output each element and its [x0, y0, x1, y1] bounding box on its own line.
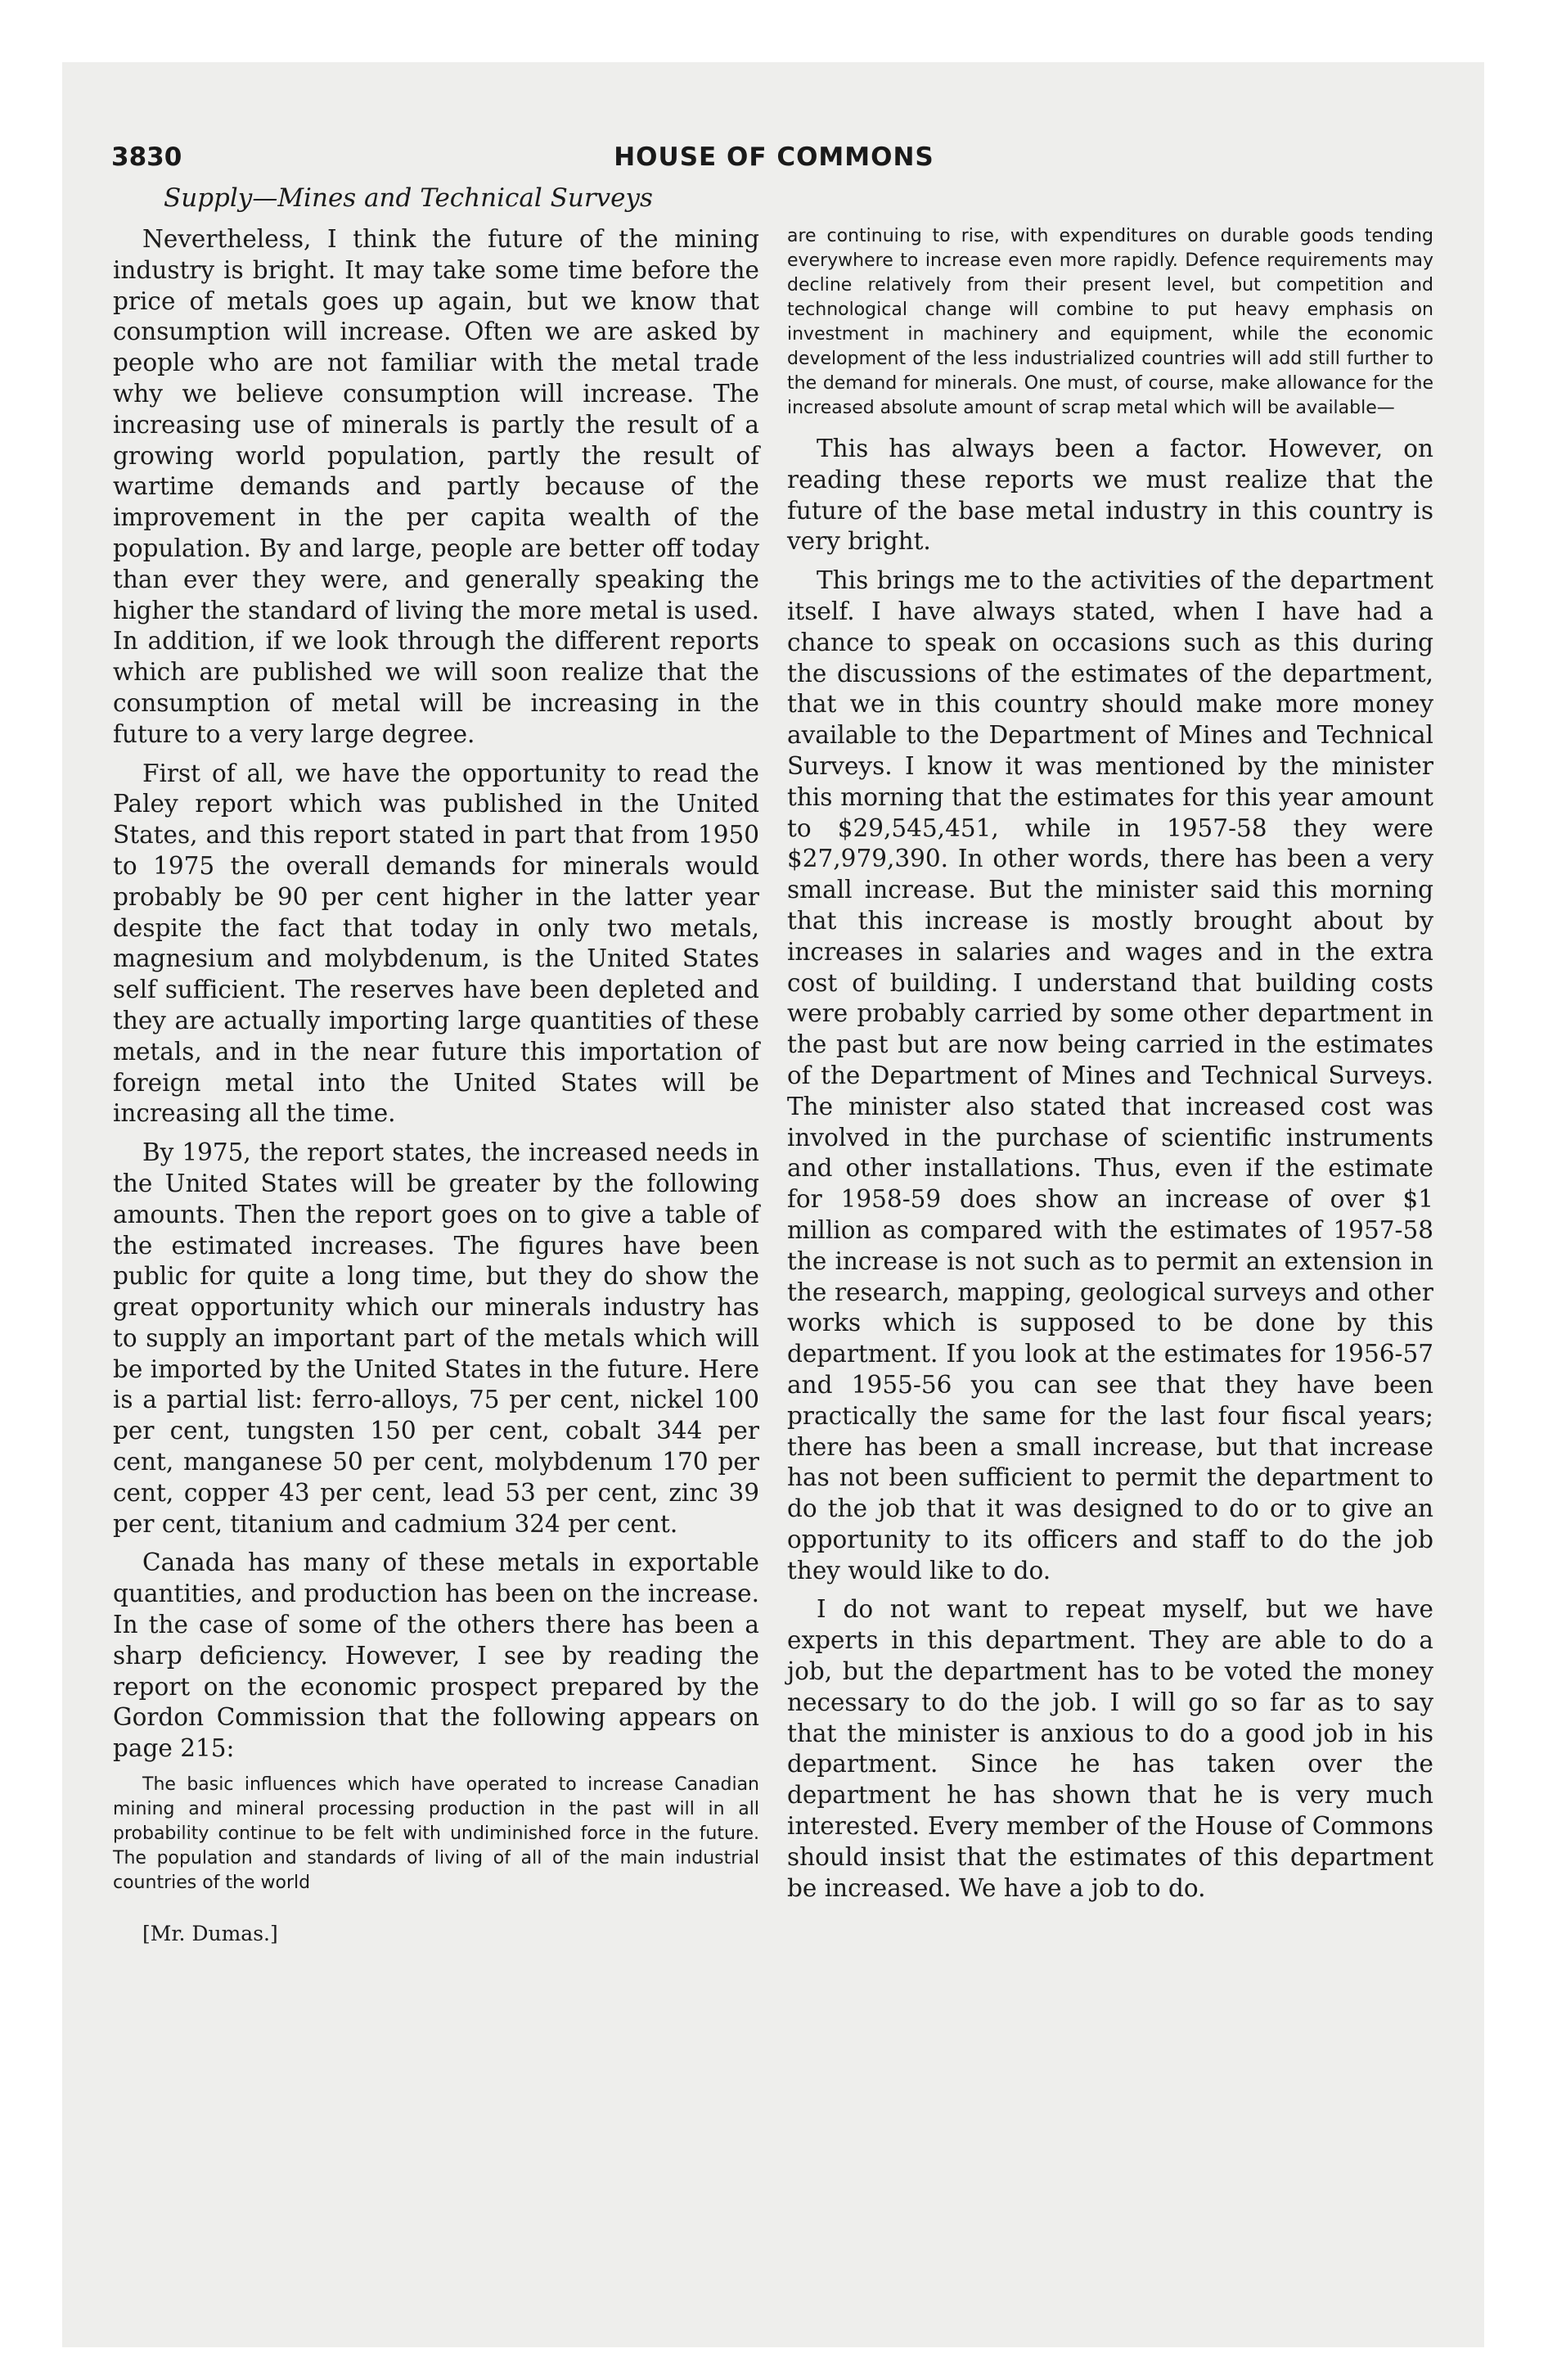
block-quote: The basic influences which have operated to increase Canadian mining and mineral processing production in the past will in all probability continue to be felt with undiminished force in the future. The population and standards of living of all of the main industrial countries of the world	[113, 1774, 759, 1894]
paragraph: Nevertheless, I think the future of the mining industry is bright. It may take some time before the price of metals goes up again, but we know that consumption will increase. Often we are asked by people who are not familiar with the metal trade why we believe consumption will increase. The increasing use of minerals is partly the result of a growing world population, partly the result of wartime demands and partly because of the improvement in the per capita wealth of the population. By and large, people are better off today than ever they were, and generally speaking the higher the standard of living the more metal is used. In addition, if we look through the different reports which are published we will soon realize that the consumption of metal will be increasing in the future to a very large degree.	[113, 225, 759, 748]
speaker-attribution: [Mr. Dumas.]	[142, 1922, 278, 1946]
paragraph: I do not want to repeat myself, but we have experts in this department. They are able to do a job, but the department has to be voted the money necessary to do the job. I will go so far as to say that the minister is anxious to do a good job in his department. Since he has taken over the department he has shown that he is very much interested. Every member of the House of Commons should insist that the estimates of this department be increased. We have a job to do.	[787, 1595, 1433, 1902]
page-number: 3830	[111, 142, 182, 172]
paragraph: This brings me to the activities of the department itself. I have always stated, when I have had a chance to speak on occasions such as this during the discussions of the estimates of the department, that we in this country should make more money available to the Department of Mines and Technical Surveys. I know it was mentioned by the minister this morning that the estimates for this year amount to $29,545,451, while in 1957-58 they were $27,979,390. In other words, there has been a very small increase. But the minister said this morning that this increase is mostly brought about by increases in salaries and wages and in the extra cost of building. I understand that building costs were probably carried by some other department in the past but are now being carried in the estimates of the Department of Mines and Technical Surveys. The minister also stated that increased cost was involved in the purchase of scientific instruments and other installations. Thus, even if the estimate for 1958-59 does show an increase of over $1 million as compared with the estimates of 1957-58 the increase is not such as to permit an extension in the research, mapping, geological surveys and other works which is supposed to be done by this department. If you look at the estimates for 1956-57 and 1955-56 you can see that they have been practically the same for the last four fiscal years; there has been a small increase, but that increase has not been sufficient to permit the department to do the job that it was designed to do or to give an opportunity to its officers and staff to do the job they would like to do.	[787, 566, 1433, 1584]
left-column	[113, 224, 759, 1950]
paragraph: Canada has many of these metals in exportable quantities, and production has been on the increase. In the case of some of the others there has been a sharp deficiency. However, I see by reading the report on the economic prospect prepared by the Gordon Commission that the following appears on page 215:	[113, 1548, 759, 1763]
section-subtitle: Supply—Mines and Technical Surveys	[164, 183, 653, 213]
paragraph: This has always been a factor. However, on reading these reports we must realize that the future of the base metal industry in this country is very bright.	[787, 435, 1433, 556]
block-quote-continued: are continuing to rise, with expenditures on durable goods tending everywhere to increase even more rapidly. Defence requirements may decline relatively from their present level, but competition and technological change will combine to put heavy emphasis on investment in machinery and equipment, while the economic development of the less industrialized countries will add still further to the demand for minerals. One must, of course, make allowance for the increased absolute amount of scrap metal which will be available—	[787, 226, 1433, 418]
page	[62, 62, 1484, 2347]
page-header	[111, 142, 1437, 180]
right-column	[787, 224, 1433, 1912]
paragraph: By 1975, the report states, the increased needs in the United States will be greater by the following amounts. Then the report goes on to give a table of the estimated increases. The figures have been public for quite a long time, but they do show the great opportunity which our minerals industry has to supply an important part of the metals which will be imported by the United States in the future. Here is a partial list: ferro-alloys, 75 per cent, nickel 100 per cent, tungsten 150 per cent, cobalt 344 per cent, manganese 50 per cent, molybdenum 170 per cent, copper 43 per cent, lead 53 per cent, zinc 39 per cent, titanium and cadmium 324 per cent.	[113, 1138, 759, 1538]
paragraph: First of all, we have the opportunity to read the Paley report which was published in the United States, and this report stated in part that from 1950 to 1975 the overall demands for minerals would probably be 90 per cent higher in the latter year despite the fact that today in only two metals, magnesium and molybdenum, is the United States self sufficient. The reserves have been depleted and they are actually importing large quantities of these metals, and in the near future this importation of foreign metal into the United States will be increasing all the time.	[113, 759, 759, 1128]
page-title: HOUSE OF COMMONS	[614, 142, 934, 172]
